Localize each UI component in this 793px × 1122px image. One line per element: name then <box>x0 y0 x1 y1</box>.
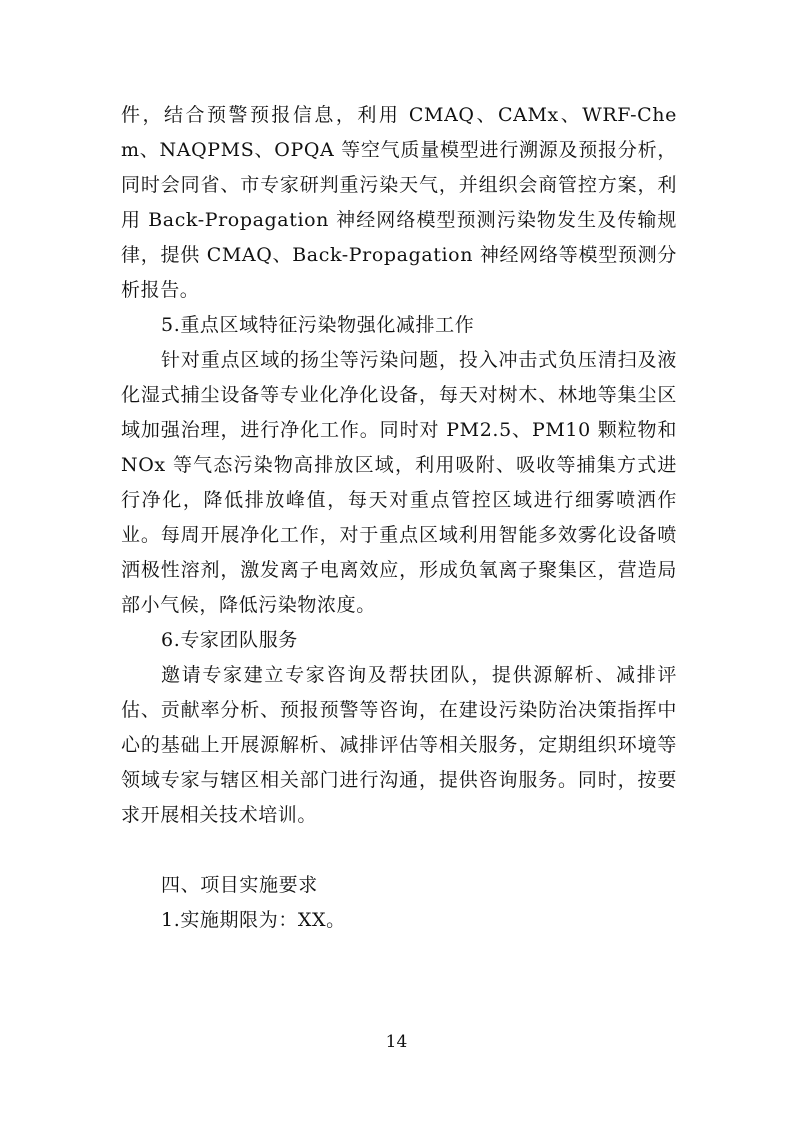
section-heading-6: 6.专家团队服务 <box>161 629 298 651</box>
section-heading-5: 5.重点区域特征污染物强化减排工作 <box>161 314 475 336</box>
page-number: 14 <box>385 1032 408 1052</box>
paragraph-gap <box>121 833 677 868</box>
paragraph-emission-reduction: 针对重点区域的扬尘等污染问题，投入冲击式负压清扫及液化湿式捕尘设备等专业化净化设备，每天对树木、林地等集尘区域加强治理，进行净化工作。同时对 PM2.5、PM10 颗粒物和 NOx 等气态污染物高排放区域，利用吸附、吸收等捕集方式进行净化，降低排放峰值，每天对重点管控区域进行细雾喷洒作业。每周开展净化工作，对于重点区域利用智能多效雾化设备喷洒极性溶剂，激发离子电离效应，形成负氧离子聚集区，营造局部小气候，降低污染物浓度。 <box>121 349 677 616</box>
chapter-heading-4: 四、项目实施要求 <box>161 874 318 896</box>
paragraph-continuation: 件，结合预警预报信息，利用 CMAQ、CAMx、WRF-Chem、NAQPMS、OPQA 等空气质量模型进行溯源及预报分析，同时会同省、市专家研判重污染天气，并组织会商管控方案，利用 Back-Propagation 神经网络模型预测污染物发生及传输规律，提供 CMAQ、Back-Propagation 神经网络等模型预测分析报告。 <box>121 104 677 301</box>
document-body <box>121 98 677 938</box>
paragraph-expert-service: 邀请专家建立专家咨询及帮扶团队，提供源解析、减排评估、贡献率分析、预报预警等咨询，在建设污染防治决策指挥中心的基础上开展源解析、减排评估等相关服务，定期组织环境等领域专家与辖区相关部门进行沟通，提供咨询服务。同时，按要求开展相关技术培训。 <box>121 664 677 826</box>
implementation-period: 1.实施期限为：XX。 <box>161 909 346 931</box>
